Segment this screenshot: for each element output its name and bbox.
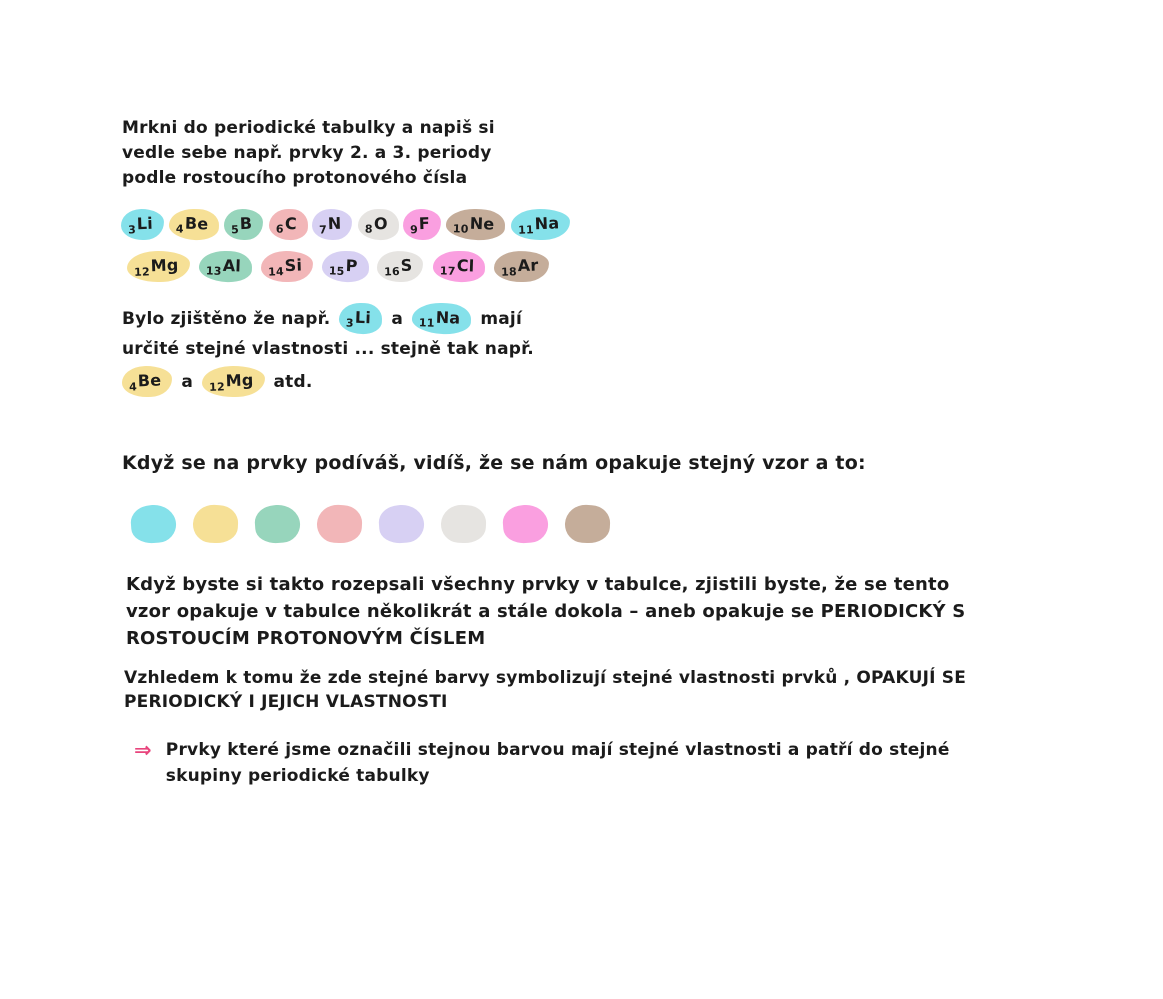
swatch-magenta (502, 503, 550, 544)
observation-text: a (391, 308, 404, 329)
element-number: 7 (319, 223, 328, 237)
element-chip-mg (126, 250, 190, 283)
element-chip-si (260, 250, 313, 283)
element-symbol: Be (184, 213, 209, 234)
swatch-teal (254, 503, 302, 544)
element-symbol: Mg (225, 370, 254, 391)
swatch-tan (564, 504, 611, 544)
observation-text: Bylo zjištěno že např. (122, 308, 331, 329)
observation-paragraph (122, 303, 534, 397)
swatch-pink (316, 504, 363, 544)
element-number: 15 (328, 264, 345, 278)
pattern-heading: Když se na prvky podíváš, vidíš, že se nám opakuje stejný vzor a to: (122, 452, 866, 474)
element-number: 5 (231, 223, 240, 237)
periodicity-line: vzor opakuje v tabulce několikrát a stále dokola – aneb opakuje se PERIODICKÝ S (126, 601, 966, 622)
element-number: 11 (418, 316, 435, 330)
element-number: 9 (410, 223, 419, 237)
element-chip-al (198, 250, 252, 283)
element-number: 17 (439, 264, 456, 278)
element-number: 13 (205, 264, 222, 278)
conclusion-text (166, 737, 950, 789)
element-chip-li (120, 208, 164, 240)
arrow-icon: ⇒ (134, 738, 152, 762)
element-chip-ne (446, 208, 506, 241)
element-chip-be (168, 208, 219, 241)
intro-paragraph (122, 116, 495, 191)
observation-text: a (181, 371, 193, 392)
element-chip-p (321, 250, 369, 283)
periodicity-paragraph (126, 571, 965, 652)
element-symbol: S (400, 255, 414, 275)
element-symbol: Li (136, 213, 154, 234)
element-number: 14 (267, 265, 284, 279)
element-symbol: Na (435, 307, 461, 328)
observation-line-1 (122, 303, 534, 334)
swatch-cyan (130, 503, 178, 544)
element-symbol: Be (137, 370, 162, 391)
element-chip-na-highlight (412, 302, 472, 335)
color-pattern-swatches (131, 505, 610, 543)
swatch-gray (440, 504, 487, 544)
element-symbol: Ar (517, 255, 539, 276)
observation-line-2: určité stejné vlastnosti ... stejně tak např. (122, 339, 534, 359)
element-chip-s (377, 250, 425, 283)
element-chip-na (510, 208, 570, 241)
observation-text: atd. (273, 371, 313, 392)
observation-text: mají (480, 308, 522, 329)
conclusion-line: Prvky které jsme označili stejnou barvou mají stejné vlastnosti a patří do stejné (165, 740, 950, 760)
element-chip-be-highlight (121, 365, 172, 398)
conclusion-line: skupiny periodické tabulky (165, 766, 430, 786)
element-chip-c (268, 208, 308, 240)
periodicity-line: ROSTOUCÍM PROTONOVÝM ČÍSLEM (126, 628, 486, 649)
element-symbol: Si (283, 255, 302, 276)
element-symbol: Cl (456, 255, 475, 276)
element-row-period-3 (127, 251, 550, 282)
element-symbol: O (373, 213, 388, 234)
element-symbol: Ne (469, 213, 496, 234)
element-chip-li-highlight (339, 302, 383, 334)
swatch-lavender (378, 503, 426, 544)
element-number: 11 (517, 223, 534, 237)
element-symbol: Na (534, 213, 560, 234)
element-number: 4 (175, 222, 184, 236)
intro-line: podle rostoucího protonového čísla (122, 168, 468, 188)
element-chip-mg-highlight (201, 365, 265, 398)
element-number: 16 (384, 265, 401, 279)
swatch-yellow (192, 504, 239, 544)
element-number: 6 (275, 222, 284, 236)
element-symbol: Li (354, 307, 372, 328)
element-symbol: B (239, 213, 253, 234)
element-chip-ar (494, 250, 550, 283)
element-number: 8 (364, 222, 373, 236)
element-symbol: Mg (150, 255, 179, 276)
element-symbol: N (327, 213, 343, 234)
element-chip-n (312, 208, 354, 240)
properties-line: Vzhledem k tomu že zde stejné barvy symbolizují stejné vlastnosti prvků , OPAKUJÍ SE (124, 668, 967, 688)
element-number: 12 (133, 265, 151, 279)
element-symbol: Al (221, 255, 241, 276)
element-chip-b (224, 208, 264, 240)
element-symbol: F (418, 213, 431, 234)
periodicity-line: Když byste si takto rozepsali všechny prvky v tabulce, zjistili byste, že se tento (126, 574, 950, 595)
element-number: 3 (127, 223, 137, 237)
element-symbol: P (345, 256, 358, 276)
properties-paragraph (124, 666, 966, 714)
intro-line: vedle sebe např. prvky 2. a 3. periody (122, 143, 492, 163)
observation-line-3 (122, 366, 534, 397)
element-number: 3 (346, 316, 355, 330)
element-number: 18 (501, 265, 518, 279)
element-chip-cl (432, 250, 485, 283)
element-chip-o (357, 208, 399, 240)
element-row-period-2 (121, 209, 570, 240)
element-symbol: C (284, 213, 297, 234)
element-number: 4 (128, 380, 138, 394)
element-number: 12 (208, 380, 226, 394)
element-number: 10 (453, 222, 470, 236)
properties-line: PERIODICKÝ I JEJICH VLASTNOSTI (124, 692, 448, 712)
element-chip-f (403, 208, 442, 240)
intro-line: Mrkni do periodické tabulky a napiš si (122, 118, 495, 138)
conclusion (134, 737, 950, 789)
